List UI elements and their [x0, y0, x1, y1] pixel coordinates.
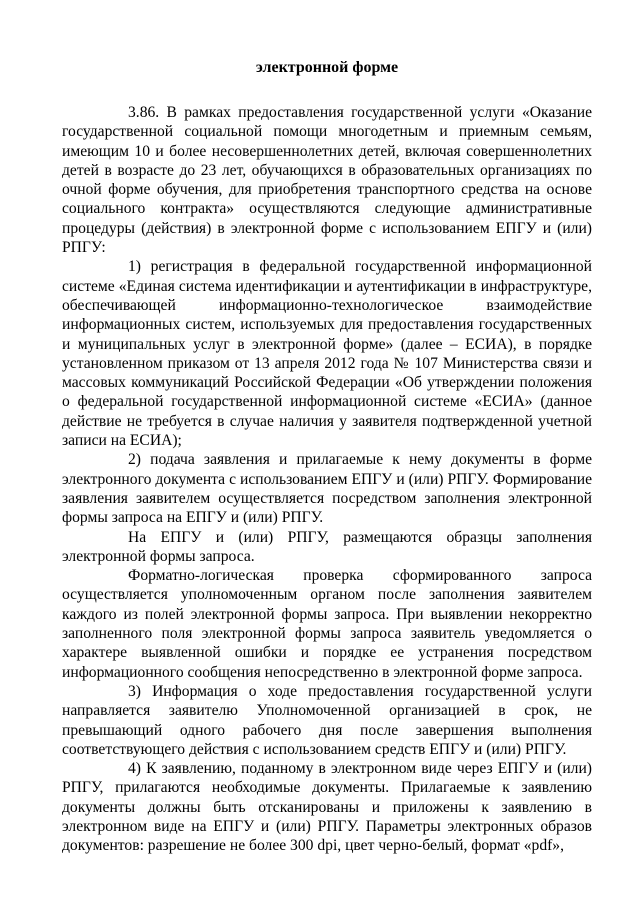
section-heading: электронной форме: [255, 59, 399, 76]
paragraph-item-1: 1) регистрация в федеральной государственной информационной системе «Единая система идентификации и аутентификации в инфраструктуре, обеспечивающей информационно-технологическое взаимодействие информационных систем, используемых для предоставления государственных и муниципальных услуг в электронной форме» (далее – ЕСИА), в порядке установленном приказом от 13 апреля 2012 года № 107 Министерства связи и массовых коммуникаций Российской Федерации «Об утверждении положения о федеральной государственной информационной системе «ЕСИА» (данное действие не требуется в случае наличия у заявителя подтвержденной учетной записи на ЕСИА);: [62, 258, 592, 450]
paragraph-item-4: 4) К заявлению, поданному в электронном виде через ЕПГУ и (или) РПГУ, прилагаются необходимые документы. Прилагаемые к заявлению документы должны быть отсканированы и приложены к заявлению в электронном виде на ЕПГУ и (или) РПГУ. Параметры электронных образов документов: разрешение не более 300 dpi, цвет черно-белый, формат «pdf»,: [62, 760, 592, 855]
paragraph-item-3: 3) Информация о ходе предоставления государственной услуги направляется заявителю Уполномоченной организацией в срок, не превышающий одного рабочего дня после завершения выполнения соответствующего действия с использованием средств ЕПГУ и (или) РПГУ.: [62, 682, 592, 758]
paragraph-format-check: Форматно-логическая проверка сформированного запроса осуществляется уполномоченным органом после заполнения заявителем каждого из полей электронной формы запроса. При выявлении некорректно заполненного поля электронной формы запроса заявитель уведомляется о характере выявленной ошибки и порядке ее устранения посредством информационного сообщения непосредственно в электронной форме запроса.: [62, 567, 592, 681]
paragraph-3-86: 3.86. В рамках предоставления государственной услуги «Оказание государственной социальной помощи многодетным и приемным семьям, имеющим 10 и более несовершеннолетних детей, включая совершеннолетних детей в возрасте до 23 лет, обучающихся в образовательных организациях по очной форме обучения, для приобретения транспортного средства на основе социального контракта» осуществляются следующие административные процедуры (действия) в электронной форме с использованием ЕПГУ и (или) РПГУ:: [62, 104, 592, 257]
document-body: [62, 103, 592, 856]
paragraph-samples: На ЕПГУ и (или) РПГУ, размещаются образцы заполнения электронной формы запроса.: [62, 528, 592, 565]
paragraph-item-2: 2) подача заявления и прилагаемые к нему документы в форме электронного документа с использованием ЕПГУ и (или) РПГУ. Формирование заявления заявителем осуществляется посредством заполнения электронной формы запроса на ЕПГУ и (или) РПГУ.: [62, 451, 592, 527]
